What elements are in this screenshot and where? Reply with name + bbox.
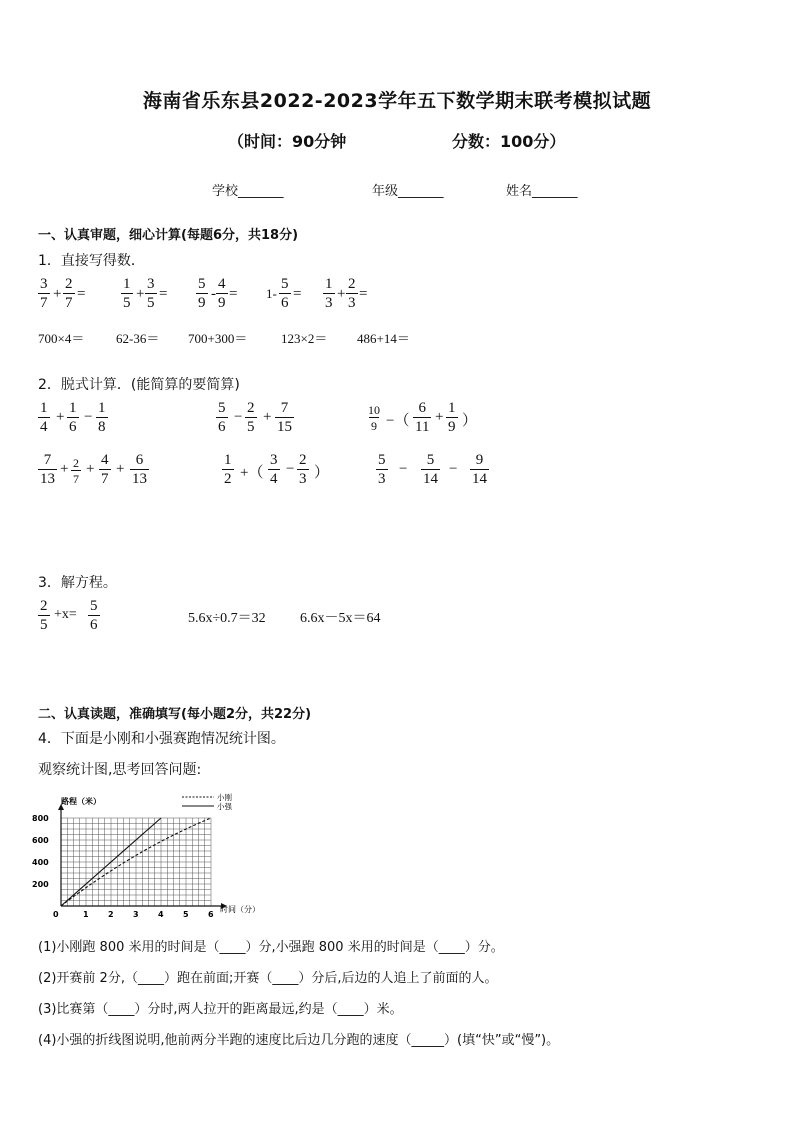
legend-label: 小刚 bbox=[217, 793, 232, 802]
fraction: $\frac{1}{4}$ bbox=[40, 400, 48, 435]
fraction: $\frac{1}{5}$ bbox=[123, 276, 131, 311]
q4-sub-1: (1)小刚跑 800 米用的时间是（____）分,小强跑 800 米用的时间是（____）分。 bbox=[38, 940, 504, 955]
q3-equation-3: 6.6x－5x＝64 bbox=[300, 611, 381, 626]
grade-field[interactable]: 年级_______ bbox=[372, 184, 444, 199]
chart-x-label: 时间（分） bbox=[220, 905, 260, 914]
equals: = bbox=[159, 286, 168, 302]
fraction: $\frac{2}{3}$ bbox=[348, 276, 356, 311]
fraction: $\frac{5}{6}$ bbox=[281, 276, 289, 311]
operator: ） bbox=[462, 413, 478, 429]
x-tick-label: 1 bbox=[83, 910, 89, 919]
fraction: $\frac{2}{7}$ bbox=[65, 276, 73, 311]
q1-calc-2: 62-36＝ bbox=[116, 331, 160, 346]
legend-label: 小强 bbox=[217, 802, 232, 811]
q1-calc-3: 700+300＝ bbox=[188, 331, 248, 346]
question-2-title: 2．脱式计算．(能简算的要简算) bbox=[38, 377, 240, 393]
question-4-prompt: 观察统计图,思考回答问题: bbox=[38, 762, 202, 778]
q1-calc-5: 486+14＝ bbox=[357, 331, 410, 346]
question-4-title: 4．下面是小刚和小强赛跑情况统计图。 bbox=[38, 731, 285, 747]
fraction: $\frac{1}{6}$ bbox=[69, 400, 77, 435]
fraction: $\frac{5}{3}$ bbox=[378, 452, 386, 487]
fraction: $\frac{5}{6}$ bbox=[90, 598, 98, 633]
equals: = bbox=[77, 286, 86, 302]
y-tick-label: 600 bbox=[32, 836, 49, 845]
fraction: $\frac{4}{9}$ bbox=[218, 276, 226, 311]
fraction: $\frac{7}{15}$ bbox=[277, 400, 292, 435]
fraction: $\frac{1}{3}$ bbox=[325, 276, 333, 311]
fraction: $\frac{1}{2}$ bbox=[224, 452, 232, 487]
q1-calc-4: 123×2＝ bbox=[281, 331, 328, 346]
operator: + bbox=[435, 409, 444, 425]
operator: + bbox=[86, 461, 95, 477]
section-1-heading: 一、认真审题，细心计算(每题6分，共18分) bbox=[38, 228, 299, 243]
name-field[interactable]: 姓名_______ bbox=[506, 184, 578, 199]
chart-grid bbox=[61, 818, 211, 906]
fraction: $\frac{6}{11}$ bbox=[415, 400, 430, 435]
operator: −（ bbox=[386, 413, 410, 429]
operator: +（ bbox=[240, 465, 264, 481]
operator: + bbox=[337, 286, 346, 302]
q3-equation-2: 5.6x÷0.7＝32 bbox=[188, 611, 266, 626]
q4-sub-3: (3)比赛第（____）分时,两人拉开的距离最远,约是（____）米。 bbox=[38, 1002, 403, 1017]
fraction: $\frac{5}{6}$ bbox=[218, 400, 226, 435]
fraction: $\frac{1}{9}$ bbox=[448, 400, 456, 435]
section-2-heading: 二、认真读题，准确填写(每小题2分，共22分) bbox=[38, 707, 312, 722]
y-tick-label: 400 bbox=[32, 858, 49, 867]
x-tick-label: 5 bbox=[183, 910, 189, 919]
fraction: $\frac{6}{13}$ bbox=[132, 452, 147, 487]
operator: + bbox=[263, 409, 272, 425]
fraction: $\frac{7}{13}$ bbox=[40, 452, 55, 487]
q4-sub-2: (2)开赛前 2分,（____）跑在前面;开赛（____）分后,后边的人追上了前面的人。 bbox=[38, 971, 498, 986]
operator: + bbox=[53, 286, 62, 302]
operator: − bbox=[399, 461, 408, 477]
question-3-title: 3．解方程。 bbox=[38, 575, 117, 591]
x-tick-label: 0 bbox=[53, 910, 59, 919]
equals: = bbox=[359, 286, 368, 302]
operator: − bbox=[286, 461, 295, 477]
equals: = bbox=[293, 286, 302, 302]
chart-y-label: 路程（米） bbox=[61, 797, 101, 806]
time-limit: （时间：90分钟 bbox=[228, 132, 347, 151]
fraction: $\frac{2}{7}$ bbox=[73, 456, 79, 486]
fraction: $\frac{5}{9}$ bbox=[198, 276, 206, 311]
fraction: $\frac{5}{14}$ bbox=[423, 452, 438, 487]
operator: − bbox=[84, 409, 93, 425]
fraction: $\frac{1}{8}$ bbox=[98, 400, 106, 435]
fraction: $\frac{3}{4}$ bbox=[270, 452, 278, 487]
q4-sub-4: (4)小强的折线图说明,他前两分半跑的速度比后边几分跑的速度（_____）(填“快”或“慢”)。 bbox=[38, 1033, 560, 1048]
fraction: $\frac{9}{14}$ bbox=[472, 452, 487, 487]
chart-legend bbox=[182, 792, 232, 811]
operator: - bbox=[211, 286, 216, 302]
y-tick-label: 200 bbox=[32, 880, 49, 889]
race-line-chart bbox=[30, 788, 280, 922]
q1-calc-1: 700×4＝ bbox=[38, 331, 85, 346]
fraction: $\frac{2}{3}$ bbox=[299, 452, 307, 487]
operator: ） bbox=[314, 465, 330, 481]
fraction: $\frac{2}{5}$ bbox=[247, 400, 255, 435]
fraction: $\frac{3}{7}$ bbox=[40, 276, 48, 311]
x-tick-label: 6 bbox=[208, 910, 214, 919]
operator: +x= bbox=[54, 607, 77, 622]
operator: − bbox=[234, 409, 243, 425]
operator: 1- bbox=[266, 286, 277, 301]
total-score: 分数：100分） bbox=[452, 132, 566, 151]
fraction: $\frac{3}{5}$ bbox=[147, 276, 155, 311]
fraction: $\frac{2}{5}$ bbox=[40, 598, 48, 633]
operator: − bbox=[449, 461, 458, 477]
operator: + bbox=[116, 461, 125, 477]
x-tick-label: 3 bbox=[133, 910, 139, 919]
fraction: $\frac{10}{9}$ bbox=[368, 403, 380, 433]
y-tick-label: 800 bbox=[32, 814, 49, 823]
x-tick-label: 2 bbox=[108, 910, 114, 919]
fraction: $\frac{4}{7}$ bbox=[101, 452, 109, 487]
question-1-title: 1．直接写得数． bbox=[38, 253, 145, 269]
operator: + bbox=[136, 286, 145, 302]
equals: = bbox=[229, 286, 238, 302]
operator: + bbox=[56, 409, 65, 425]
operator: + bbox=[60, 461, 69, 477]
chart-ticks bbox=[32, 814, 214, 919]
page-title: 海南省乐东县2022-2023学年五下数学期末联考模拟试题 bbox=[142, 90, 652, 112]
x-tick-label: 4 bbox=[158, 910, 164, 919]
school-field[interactable]: 学校_______ bbox=[212, 184, 284, 199]
